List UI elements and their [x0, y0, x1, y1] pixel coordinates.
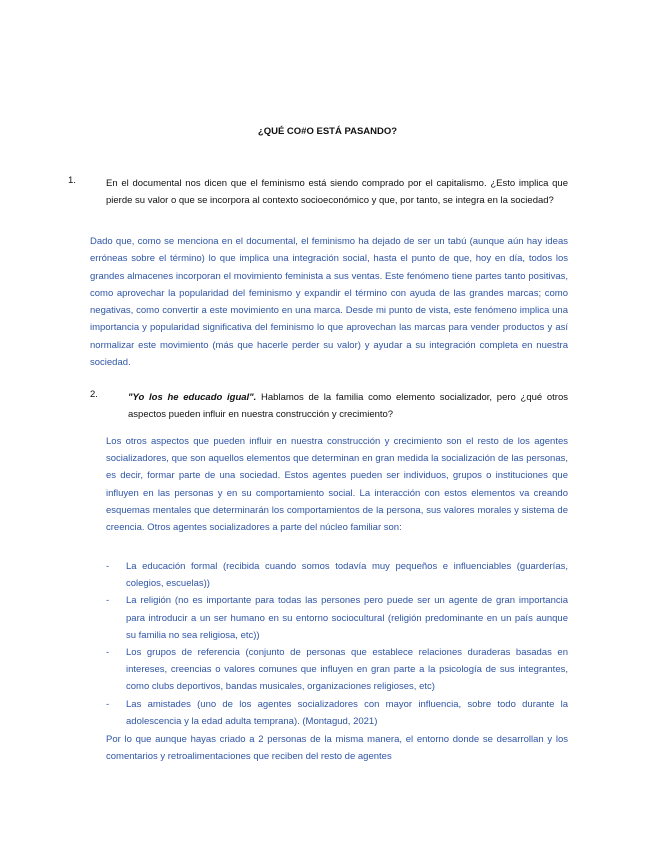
dash-bullet: -: [106, 561, 110, 572]
dash-bullet: -: [106, 698, 110, 710]
list-item-text: Las amistades (uno de los agentes socializadores con mayor influencia, sobre todo durante la adolescencia y la edad adulta temprana). (Montagud, 2021): [126, 698, 568, 727]
document-title: ¿QUÉ CO#O ESTÁ PASANDO?: [257, 126, 398, 137]
list-item: [106, 696, 568, 730]
list-item-text: La religión (no es importante para todas las persones pero puede ser un agente de gran importancia para introducir a un ser humano en su entorno sociocultural (religión predominante en un país aunque su familia no sea religiosa, etc)): [126, 595, 568, 641]
list-item-text: La educación formal (recibida cuando somos todavía muy pequeños e influenciables (guarderías, colegios, escuelas)): [126, 561, 568, 590]
question-1-text: En el documental nos dicen que el feminismo está siendo comprado por el capitalismo. ¿Esto implica que pierde su valor o que se incorpora al contexto socioeconómico y que, por tanto, se integra en la sociedad?: [106, 178, 568, 206]
answer-2-paragraph: Los otros aspectos que pueden influir en nuestra construcción y crecimiento son el resto de los agentes socializadores, que son aquellos elementos que determinan en gran medida la socialización de las personas, es decir, formar parte de una sociedad. Estos agentes pueden ser individuos, grupos o instituciones que influyen en las personas y en su comportamiento social. La interacción con estos elementos va creando esquemas mentales que determinarán los comportamientos de la persona, sus valores morales y sistema de creencia. Otros agentes socializadores a parte del núcleo familiar son:: [106, 436, 568, 534]
dash-bullet: -: [106, 595, 110, 607]
question-2-text: Hablamos de la familia como elemento socializador, pero ¿qué otros aspectos pueden influir en nuestra construcción y crecimiento?: [128, 392, 568, 420]
conclusion-paragraph: Por lo que aunque hayas criado a 2 personas de la misma manera, el entorno donde se desarrollan y los comentarios y retroalimentaciones que reciben del resto de agentes: [106, 734, 568, 763]
question-1-number: 1.: [68, 175, 76, 186]
answer-1-paragraph: Dado que, como se menciona en el documental, el feminismo ha dejado de ser un tabú (aunque aún hay ideas erróneas sobre el término) lo que implica una integración social, hasta el punto de que, hoy en día, todos los grandes almacenes incorporan el movimiento feminista a sus ventas. Este fenómeno tiene partes tanto positivas, como aprovechar la popularidad del feminismo y expandir el término con ayuda de las grandes marcas; como negativas, como convertir a este movimiento en una marca. Desde mi punto de vista, este fenómeno implica una importancia y popularidad significativa del feminismo lo que aprovechan las marcas para vender productos y así normalizar este movimiento (más que hacerle perder su valor) y ayudar a su integración completa en nuestra sociedad.: [90, 236, 568, 369]
list-item-text: Los grupos de referencia (conjunto de personas que establece relaciones duraderas basadas en intereses, creencias o valores comunes que influyen en gran parte a la psicología de sus integrantes, como clubs deportivos, bandas musicales, organizaciones religioses, etc): [126, 647, 568, 693]
question-2: [128, 389, 568, 423]
list-item: [106, 644, 568, 696]
list-item: [106, 592, 568, 644]
question-2-number: 2.: [90, 389, 98, 400]
list-item: [106, 558, 568, 592]
dash-bullet: -: [106, 647, 110, 659]
question-2-quote: "Yo los he educado igual".: [128, 392, 257, 403]
socializing-agents-list: [106, 558, 568, 730]
